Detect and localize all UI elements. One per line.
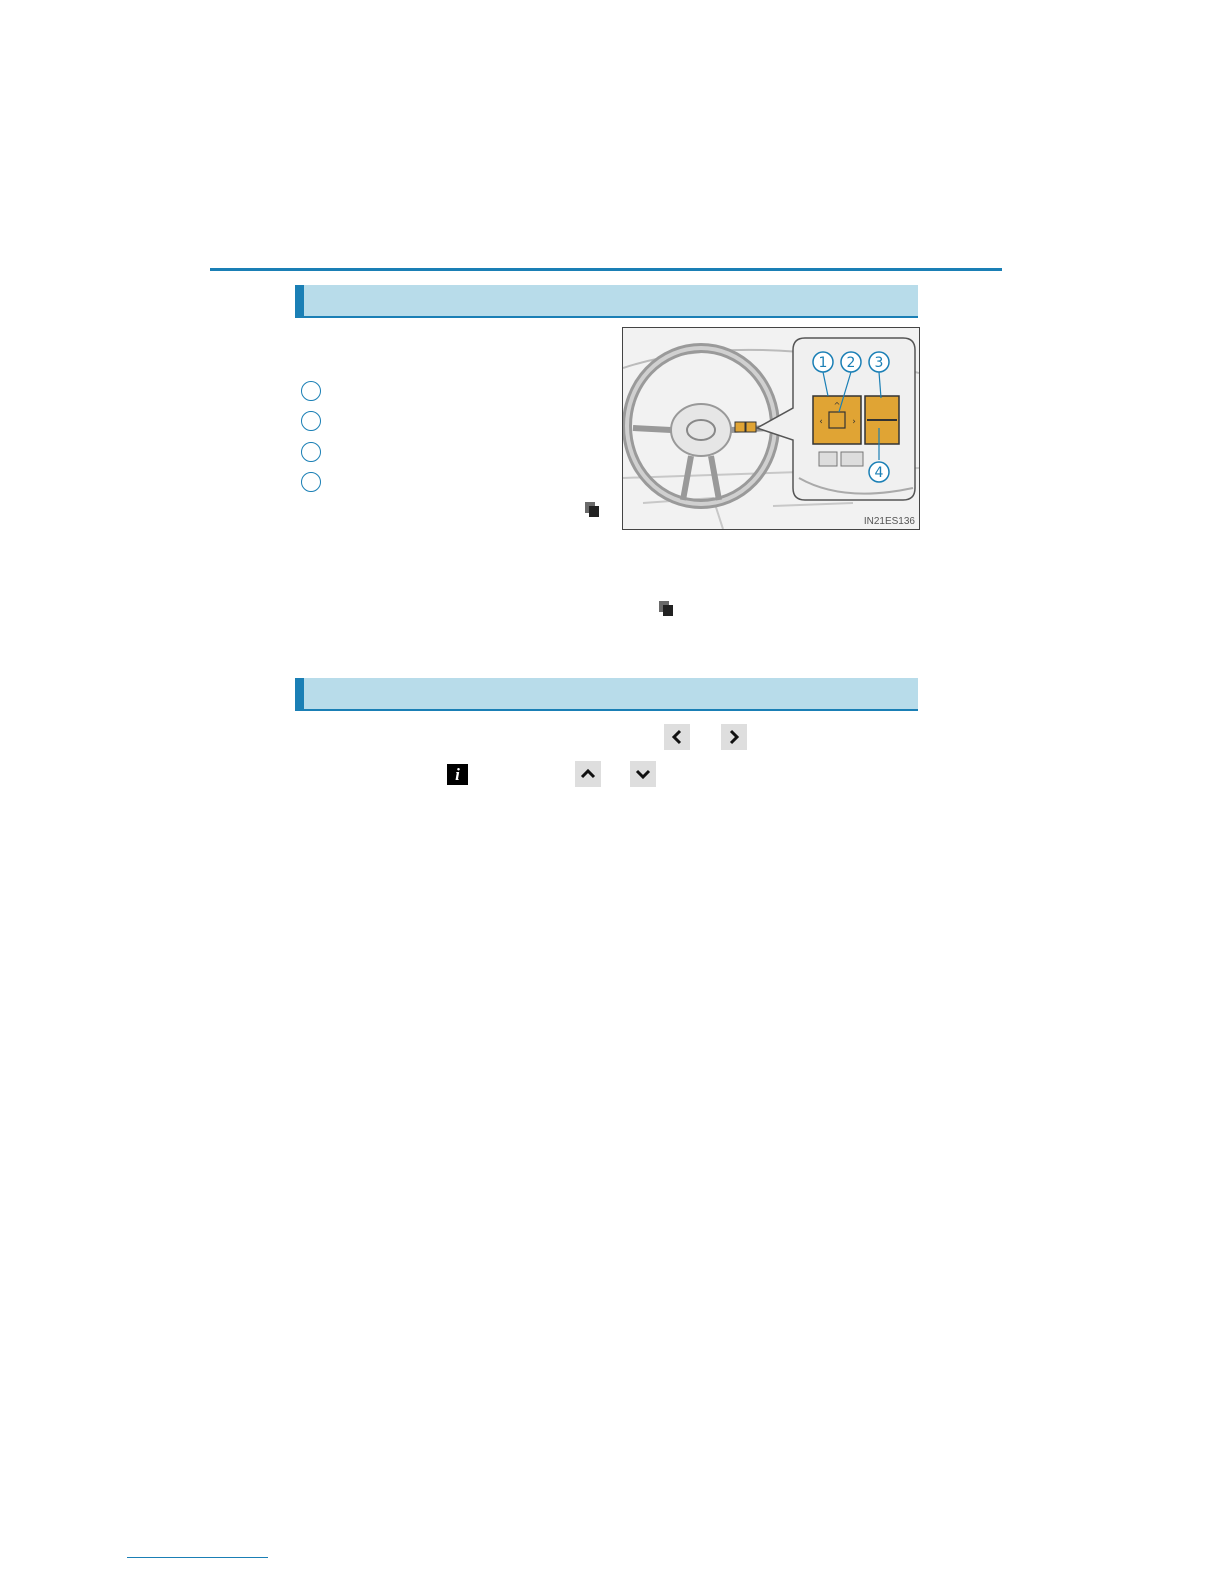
section-accent	[295, 285, 304, 316]
callout-3: 3	[874, 355, 884, 371]
info-icon[interactable]: i	[447, 764, 468, 785]
svg-text:‹: ‹	[819, 417, 823, 427]
list-marker-2	[301, 411, 321, 431]
section-accent	[295, 678, 304, 709]
list-marker-4	[301, 472, 321, 492]
stacked-pages-icon[interactable]	[585, 502, 601, 518]
stacked-pages-icon[interactable]	[659, 601, 675, 617]
chevron-right-icon[interactable]	[721, 724, 747, 750]
section-header-2	[295, 678, 918, 711]
callout-1: 1	[818, 355, 828, 371]
chevron-left-icon[interactable]	[664, 724, 690, 750]
callout-4: 4	[874, 465, 884, 481]
callout-2: 2	[846, 355, 856, 371]
image-code: IN21ES136	[863, 516, 915, 527]
list-marker-1	[301, 381, 321, 401]
chevron-down-icon[interactable]	[630, 761, 656, 787]
steering-wheel-drawing	[623, 328, 919, 529]
footnote-rule	[127, 1557, 268, 1558]
svg-text:^: ^	[833, 401, 841, 410]
list-marker-3	[301, 442, 321, 462]
chevron-up-icon[interactable]	[575, 761, 601, 787]
section-header-1	[295, 285, 918, 318]
steering-switch-illustration	[622, 327, 920, 530]
svg-text:›: ›	[852, 417, 856, 427]
header-rule	[210, 268, 1002, 271]
